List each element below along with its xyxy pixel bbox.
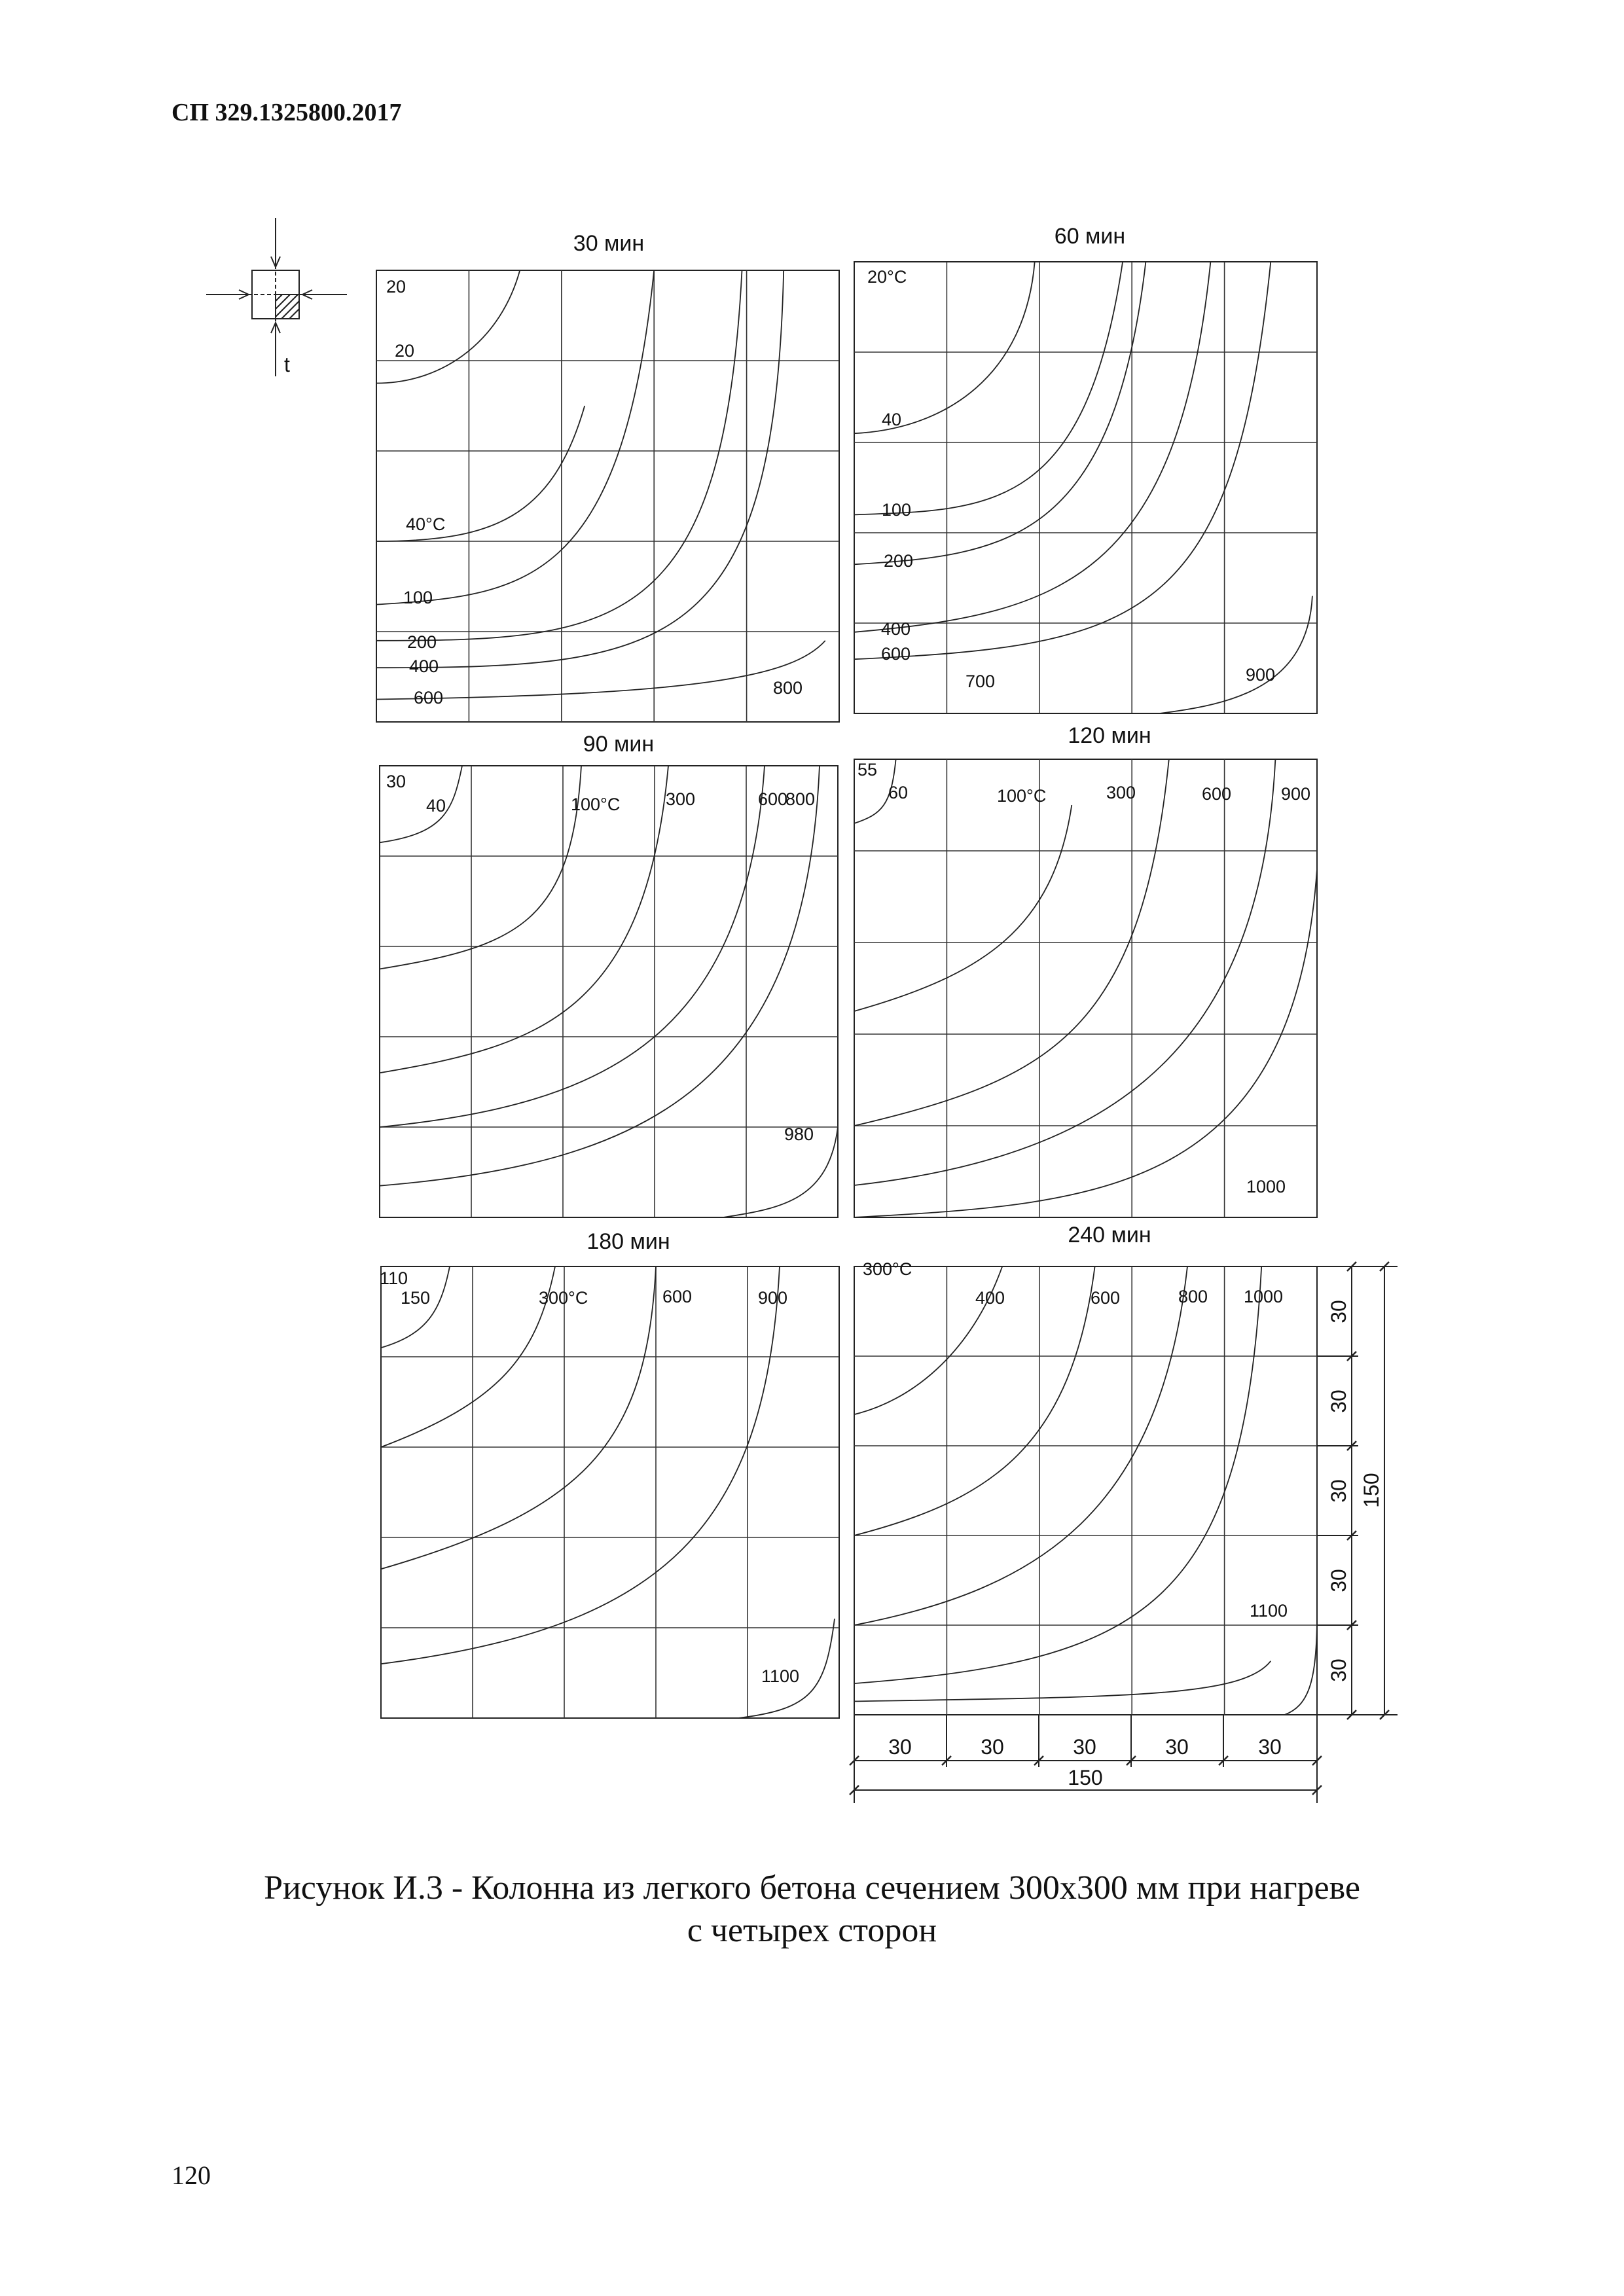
isotherm-curve (854, 1661, 1271, 1702)
isotherm-label: 300°С (539, 1288, 588, 1308)
panel-title: 60 мин (1054, 224, 1126, 249)
isotherm-label: 980 (784, 1124, 814, 1144)
panel-title: 120 мин (1068, 723, 1151, 748)
isotherm-panel (854, 224, 1317, 713)
isotherm-label: 600 (414, 688, 444, 708)
panel-title: 90 мин (583, 732, 655, 757)
panels-layer (376, 224, 1317, 1718)
arrow-right-icon (302, 290, 347, 299)
isotherm-panel (854, 1223, 1317, 1715)
isotherm-panel (380, 1229, 839, 1718)
isotherm-label: 100 (403, 588, 433, 607)
isotherm-label: 400 (975, 1288, 1005, 1308)
isotherm-label: 400 (881, 619, 911, 639)
panel-frame (854, 262, 1317, 713)
isotherm-curve (380, 766, 820, 1186)
isotherm-label: 600 (1091, 1288, 1121, 1308)
isotherm-curve (854, 262, 1035, 433)
isotherm-curve (376, 270, 784, 668)
dim-y-2: 30 (1327, 1390, 1350, 1413)
isotherm-label: 800 (1178, 1287, 1208, 1306)
dim-y-1: 30 (1327, 1300, 1350, 1323)
isotherm-label: 1000 (1244, 1287, 1284, 1306)
dim-x-2: 30 (981, 1735, 1004, 1759)
panel-frame (376, 270, 839, 722)
dim-x-5: 30 (1258, 1735, 1282, 1759)
isotherm-label: 600 (662, 1287, 693, 1306)
isotherm-label: 40°С (406, 514, 446, 534)
isotherm-label: 40 (426, 796, 446, 816)
isotherm-label: 1100 (761, 1666, 800, 1686)
isotherm-label: 200 (884, 551, 914, 571)
isotherm-label: 600 (881, 644, 911, 664)
isotherm-label: 900 (758, 1288, 788, 1308)
dim-x-1: 30 (888, 1735, 912, 1759)
isotherm-label: 700 (965, 672, 996, 691)
panel-title: 240 мин (1068, 1223, 1151, 1247)
isotherm-curve (1160, 596, 1312, 713)
isotherm-curve (376, 641, 825, 700)
isotherm-label: 900 (1246, 665, 1276, 685)
isotherm-label: 100 (882, 500, 912, 520)
dim-x-4: 30 (1165, 1735, 1189, 1759)
panel-frame (380, 766, 838, 1217)
isotherm-curve (380, 766, 581, 969)
isotherm-label: 100°С (997, 786, 1047, 806)
isotherm-curve (723, 1127, 838, 1217)
isotherm-label: 1000 (1246, 1177, 1286, 1196)
dim-y-total: 150 (1360, 1473, 1383, 1508)
isotherm-label: 20 (386, 277, 406, 296)
isotherm-label: 300°С (863, 1259, 912, 1279)
isotherm-curve (1285, 1616, 1318, 1715)
arrow-top-icon (271, 218, 280, 267)
isotherm-curve (854, 759, 1275, 1185)
dim-y-5: 30 (1327, 1659, 1350, 1682)
isotherm-label: 60 (888, 783, 909, 802)
document-code: СП 329.1325800.2017 (171, 99, 402, 126)
heating-time-symbol: t (284, 353, 290, 376)
isotherm-panel (376, 231, 839, 722)
isotherm-label: 150 (401, 1288, 431, 1308)
isotherm-label: 40 (882, 410, 902, 429)
isotherm-label: 110 (380, 1268, 408, 1288)
dimension-lines (850, 1262, 1398, 1803)
isotherm-label: 300 (1106, 783, 1136, 802)
figure-caption-line-1: Рисунок И.3 - Колонна из легкого бетона сечением 300x300 мм при нагреве (264, 1869, 1360, 1907)
isotherm-label: 55 (857, 760, 878, 780)
isotherm-curve (381, 1266, 780, 1664)
isotherm-label: 20 (395, 341, 415, 361)
dim-x-3: 30 (1073, 1735, 1096, 1759)
isotherm-label: 600 (758, 789, 788, 809)
dim-y-4: 30 (1327, 1569, 1350, 1592)
isotherm-curve (381, 1266, 656, 1569)
isotherm-curve (376, 270, 654, 605)
isotherm-curve (380, 766, 668, 1073)
isotherm-panel (380, 732, 838, 1217)
panel-title: 30 мин (573, 231, 645, 256)
isotherm-label: 20°С (867, 267, 907, 287)
isotherm-curve (376, 270, 742, 641)
page-number: 120 (171, 2161, 211, 2190)
isotherm-label: 30 (386, 772, 406, 791)
isotherm-curve (854, 262, 1271, 659)
isotherm-label: 800 (773, 678, 803, 698)
isotherm-label: 900 (1281, 784, 1311, 804)
panel-frame (381, 1266, 839, 1718)
isotherm-curve (854, 262, 1123, 514)
figure-caption-line-2: с четырех сторон (687, 1912, 937, 1949)
isotherm-panel (854, 723, 1317, 1217)
dim-y-3: 30 (1327, 1479, 1350, 1503)
isotherm-label: 100°С (571, 795, 621, 814)
panel-frame (854, 1266, 1317, 1715)
panel-title: 180 мин (586, 1229, 670, 1254)
isotherm-label: 200 (407, 632, 437, 652)
dim-x-total: 150 (1068, 1766, 1103, 1789)
isotherm-label: 1100 (1250, 1601, 1288, 1621)
isotherm-label: 600 (1202, 784, 1232, 804)
isotherm-curve (854, 262, 1210, 632)
section-schematic (206, 218, 347, 376)
isotherm-label: 300 (666, 789, 696, 809)
arrow-bottom-icon (271, 323, 280, 376)
arrow-left-icon (206, 290, 249, 299)
isotherm-label: 800 (785, 789, 816, 809)
isotherm-label: 400 (409, 656, 439, 676)
isotherm-curve (854, 1266, 1261, 1683)
